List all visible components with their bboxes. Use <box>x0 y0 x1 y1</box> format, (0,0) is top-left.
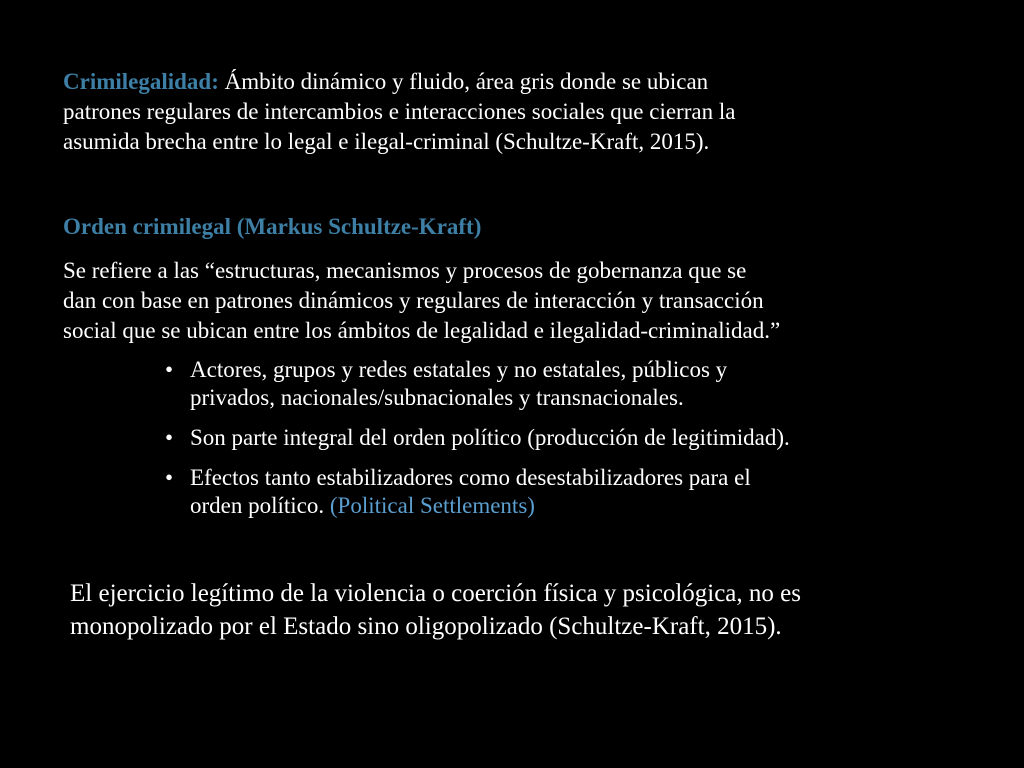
definition-paragraph <box>63 67 735 157</box>
political-settlements-note: (Political Settlements) <box>329 493 535 518</box>
bullet-item-actors <box>163 356 790 412</box>
bullet-text: Actores, grupos y redes estatales y no estatales, públicos y <box>190 357 728 382</box>
quote-line-2: dan con base en patrones dinámicos y regulares de interacción y transacción <box>63 288 764 313</box>
conclusion-line-1: El ejercicio legítimo de la violencia o coerción física y psicológica, no es <box>70 580 801 607</box>
bullet-marker: • <box>165 357 174 382</box>
bullet-list <box>163 356 790 532</box>
bullet-line-with-accent <box>190 492 790 520</box>
quote-line-3: social que se ubican entre los ámbitos de legalidad e ilegalidad-criminalidad.” <box>63 318 781 343</box>
definition-line-1 <box>63 67 735 97</box>
bullet-text: privados, nacionales/subnacionales y transnacionales. <box>190 385 684 410</box>
section-heading: Orden crimilegal (Markus Schultze-Kraft) <box>63 214 482 239</box>
bullet-marker: • <box>165 425 174 450</box>
bullet-text: orden político. <box>190 493 325 518</box>
bullet-marker: • <box>165 465 174 490</box>
bullet-item-effects <box>163 464 790 520</box>
conclusion-line-2: monopolizado por el Estado sino oligopolizado (Schultze-Kraft, 2015). <box>70 613 782 640</box>
conclusion-paragraph <box>70 577 801 643</box>
bullet-text: Efectos tanto estabilizadores como desestabilizadores para el <box>190 465 751 490</box>
quote-paragraph <box>63 256 780 346</box>
quote-line-1: Se refiere a las “estructuras, mecanismos y procesos de gobernanza que se <box>63 258 747 283</box>
bullet-item-integral <box>163 424 790 452</box>
definition-term: Crimilegalidad: <box>63 69 219 94</box>
definition-line-3: asumida brecha entre lo legal e ilegal-criminal (Schultze-Kraft, 2015). <box>63 129 710 154</box>
definition-text-1: Ámbito dinámico y fluido, área gris donde se ubican <box>224 69 709 94</box>
bullet-text: Son parte integral del orden político (producción de legitimidad). <box>190 425 790 450</box>
definition-line-2: patrones regulares de intercambios e interacciones sociales que cierran la <box>63 99 736 124</box>
